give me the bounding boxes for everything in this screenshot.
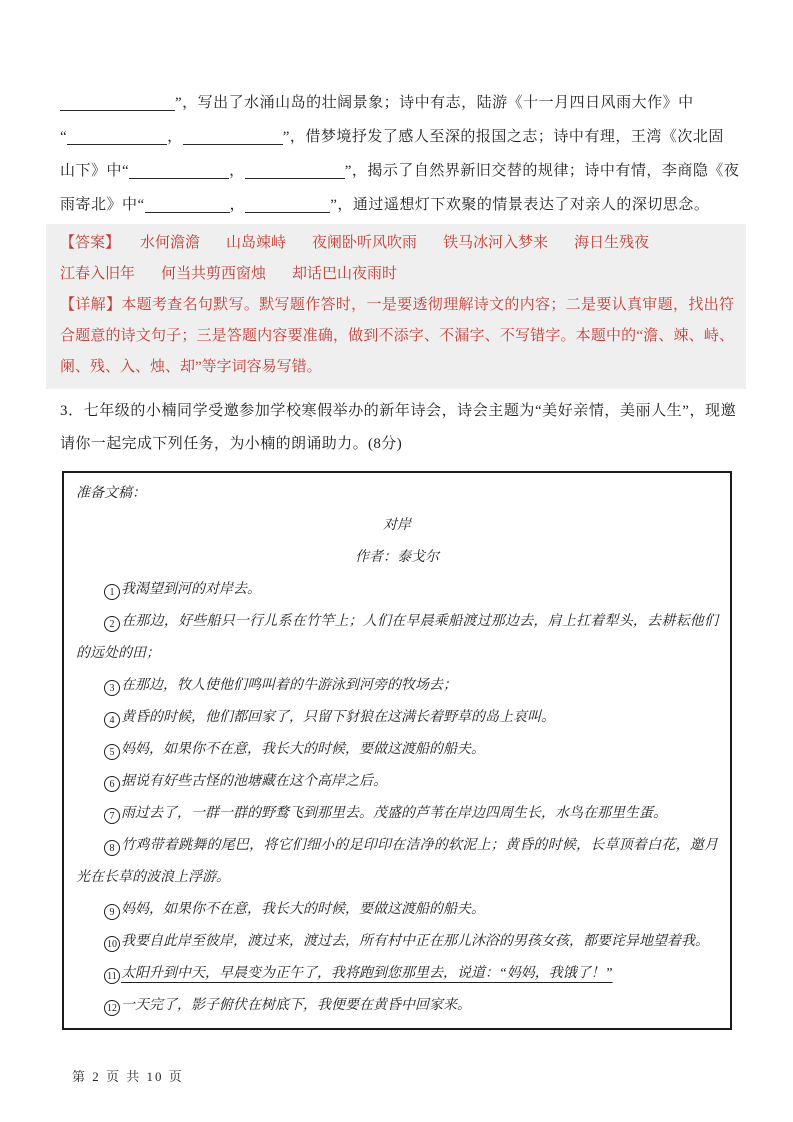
answer-block [46,224,746,389]
answer-row [60,259,734,290]
dictation-text: ”，写出了水涌山岛的壮阔景象；诗中有志，陆游《十一月四日风雨大作》中 [175,95,694,111]
manuscript-box [62,471,732,1030]
dictation-separator: ， [229,163,245,179]
dictation-line [60,120,736,154]
circled-number: 7 [104,808,120,824]
dictation-line [60,154,740,188]
poem-line [76,830,718,894]
blank-underline [60,97,175,111]
poem-line [76,798,718,830]
answer-row [60,228,734,259]
dictation-line [60,188,736,222]
poem-title: 对岸 [383,518,411,533]
dictation-text: ”，借梦境抒发了感人至深的报国之志；诗中有理，王湾《次北固 [282,129,724,145]
answer-item: 夜阑卧听风吹雨 [312,235,418,251]
poem-line [76,670,718,702]
circled-number: 12 [104,1000,120,1016]
circled-number: 8 [104,840,120,856]
poem-line [76,734,718,766]
poem-line [76,894,718,926]
poem-line-text: 妈妈，如果你不在意，我长大的时候，要做这渡船的船夫。 [121,902,485,917]
dictation-text: 雨寄北》中“ [60,197,145,213]
blank-underline [183,131,283,145]
poem-line-text: 我要自此岸至彼岸，渡过来，渡过去，所有村中正在那儿沐浴的男孩女孩，都要诧异地望着我。 [121,934,709,949]
poem-line [76,766,718,798]
answer-item: 海日生残夜 [574,235,650,251]
question-text: 七年级的小楠同学受邀参加学校寒假举办的新年诗会，诗会主题为“美好亲情，美丽人生”，现邀请你一起完成下列任务，为小楠的朗诵助力。(8分) [60,403,736,452]
blank-underline [245,199,330,213]
poem-line-text: 黄昏的时候，他们都回家了，只留下豺狼在这满长着野草的岛上哀叫。 [121,710,555,725]
poem-line-underlined [76,958,718,990]
answer-item: 江春入旧年 [60,266,136,282]
dictation-text: 山下》中“ [60,163,130,179]
answer-label: 【答案】 [60,235,121,251]
blank-underline [145,199,230,213]
dictation-separator: ， [167,129,183,145]
answer-item: 水何澹澹 [140,235,201,251]
poem-line-text: 我渴望到河的对岸去。 [121,582,261,597]
answer-item: 山岛竦峙 [226,235,287,251]
poem-line [76,990,718,1022]
detail-text: 本题考查名句默写。默写题作答时，一是要透彻理解诗文的内容；二是要认真审题，找出符合题意的诗文句子；三是答题内容要准确，做到不添字、不漏字、不写错字。本题中的“澹、竦、峙、阑、残、入、烛、却”等字词容易写错。 [60,297,734,375]
poem-line-text: 在那边，好些船只一行儿系在竹竿上；人们在早晨乘船渡过那边去，肩上扛着犁头，去耕耘他们的远处的田； [76,614,718,661]
poem-author: 作者：泰戈尔 [355,550,439,565]
poem-line-text: 妈妈，如果你不在意，我长大的时候，要做这渡船的船夫。 [121,742,485,757]
question-number: 3． [60,403,84,419]
poem-line-text: 在那边，牧人使他们鸣叫着的牛游泳到河旁的牧场去； [121,678,457,693]
blank-underline [67,131,167,145]
dictation-separator: ， [229,197,246,213]
circled-number: 5 [104,744,120,760]
circled-number: 2 [104,616,120,632]
detail-label: 【详解】 [60,297,122,313]
answer-item: 却话巴山夜雨时 [292,266,398,282]
poem-line [76,926,718,958]
blank-underline [245,165,345,179]
page-footer: 第 2 页 共 10 页 [72,1069,184,1084]
dictation-text: ”，通过遥想灯下欢聚的情景表达了对亲人的深切思念。 [330,197,710,213]
circled-number: 1 [104,584,120,600]
page-content [60,86,740,1030]
poem-line-text: 据说有好些古怪的池塘藏在这个高岸之后。 [121,774,387,789]
poem-line [76,702,718,734]
dictation-text: ”，揭示了自然界新旧交替的规律；诗中有情，李商隐《夜 [344,163,740,179]
detail-paragraph [60,290,734,383]
circled-number: 9 [104,904,120,920]
dictation-section [60,86,740,222]
poem-line-text: 太阳升到中天，早晨变为正午了，我将跑到您那里去，说道：“妈妈，我饿了！” [121,966,613,981]
poem-line [76,574,718,606]
dictation-line [60,86,736,120]
poem-line-text: 雨过去了，一群一群的野鹜飞到那里去。茂盛的芦苇在岸边四周生长，水鸟在那里生蛋。 [121,806,667,821]
blank-underline [129,165,229,179]
circled-number: 10 [104,936,120,952]
poem-line-text: 竹鸡带着跳舞的尾巴，将它们细小的足印印在洁净的软泥上；黄昏的时候，长草顶着白花，邀月光在长草的波浪上浮游。 [76,838,718,885]
poem-line [76,606,718,670]
manuscript-label: 准备文稿： [76,486,146,501]
poem-line-text: 一天完了，影子俯伏在树底下，我便要在黄昏中回家来。 [121,998,471,1013]
dictation-text: “ [60,129,68,145]
circled-number: 4 [104,712,120,728]
question-3-stem [60,395,736,461]
circled-number: 6 [104,776,120,792]
answer-item: 铁马冰河入梦来 [443,235,549,251]
answer-item: 何当共剪西窗烛 [161,266,267,282]
circled-number: 3 [104,680,120,696]
circled-number: 11 [104,968,120,984]
